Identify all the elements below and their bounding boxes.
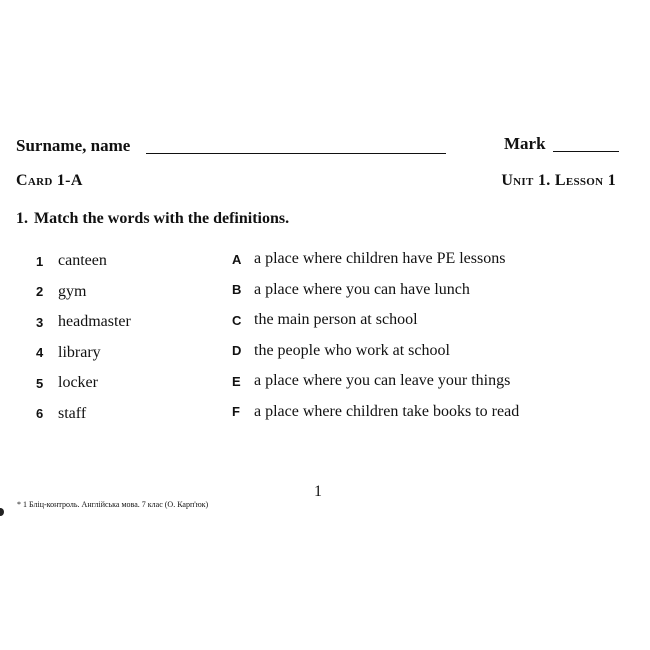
card-row <box>16 172 616 194</box>
task-number: 1. <box>16 210 28 227</box>
definition-text: the main person at school <box>254 311 418 329</box>
footnote: * 1 Бліц-контроль. Англійська мова. 7 клас (О. Карп'юк) <box>17 500 209 509</box>
word-text: library <box>58 343 101 361</box>
word-number: 5 <box>36 375 44 391</box>
mark-label: Mark <box>504 134 546 153</box>
definition-item <box>232 275 519 306</box>
word-number: 4 <box>36 345 44 361</box>
word-list <box>36 246 131 429</box>
definition-letter: F <box>232 404 240 420</box>
word-item <box>36 399 131 430</box>
definition-item <box>232 244 519 275</box>
definition-list <box>232 244 519 427</box>
word-text: canteen <box>58 252 107 270</box>
surname-label: Surname, name <box>16 136 131 155</box>
unit-lesson-label: Unit 1. Lesson 1 <box>501 172 616 189</box>
word-item <box>36 277 131 308</box>
task-text: Match the words with the definitions. <box>34 210 290 227</box>
word-text: staff <box>58 404 87 422</box>
word-item <box>36 307 131 338</box>
page-number: 1 <box>314 483 322 500</box>
word-number: 2 <box>36 284 44 300</box>
word-number: 1 <box>36 253 44 269</box>
definition-item <box>232 366 519 397</box>
definition-item <box>232 305 519 336</box>
word-number: 6 <box>36 406 44 422</box>
definition-letter: C <box>232 312 242 328</box>
definition-letter: A <box>232 251 242 267</box>
definition-letter: B <box>232 282 242 298</box>
definition-text: a place where children have PE lessons <box>254 250 506 268</box>
word-number: 3 <box>36 314 44 330</box>
definition-item <box>232 397 519 428</box>
word-text: headmaster <box>58 313 131 331</box>
definition-letter: D <box>232 343 242 359</box>
definition-item <box>232 336 519 367</box>
task-instruction <box>16 210 289 228</box>
binding-hole-mark <box>0 508 4 516</box>
word-text: locker <box>58 374 98 392</box>
definition-letter: E <box>232 373 241 389</box>
definition-text: a place where children take books to read <box>254 402 520 420</box>
definition-text: a place where you can have lunch <box>254 280 470 298</box>
word-text: gym <box>58 282 87 300</box>
mark-blank-line <box>553 151 619 152</box>
word-item <box>36 246 131 277</box>
word-item <box>36 338 131 369</box>
word-item <box>36 368 131 399</box>
surname-blank-line <box>146 153 446 154</box>
definition-text: a place where you can leave your things <box>254 372 511 390</box>
card-label: Card 1-A <box>16 172 83 189</box>
definition-text: the people who work at school <box>254 341 450 359</box>
header-row <box>16 136 620 160</box>
